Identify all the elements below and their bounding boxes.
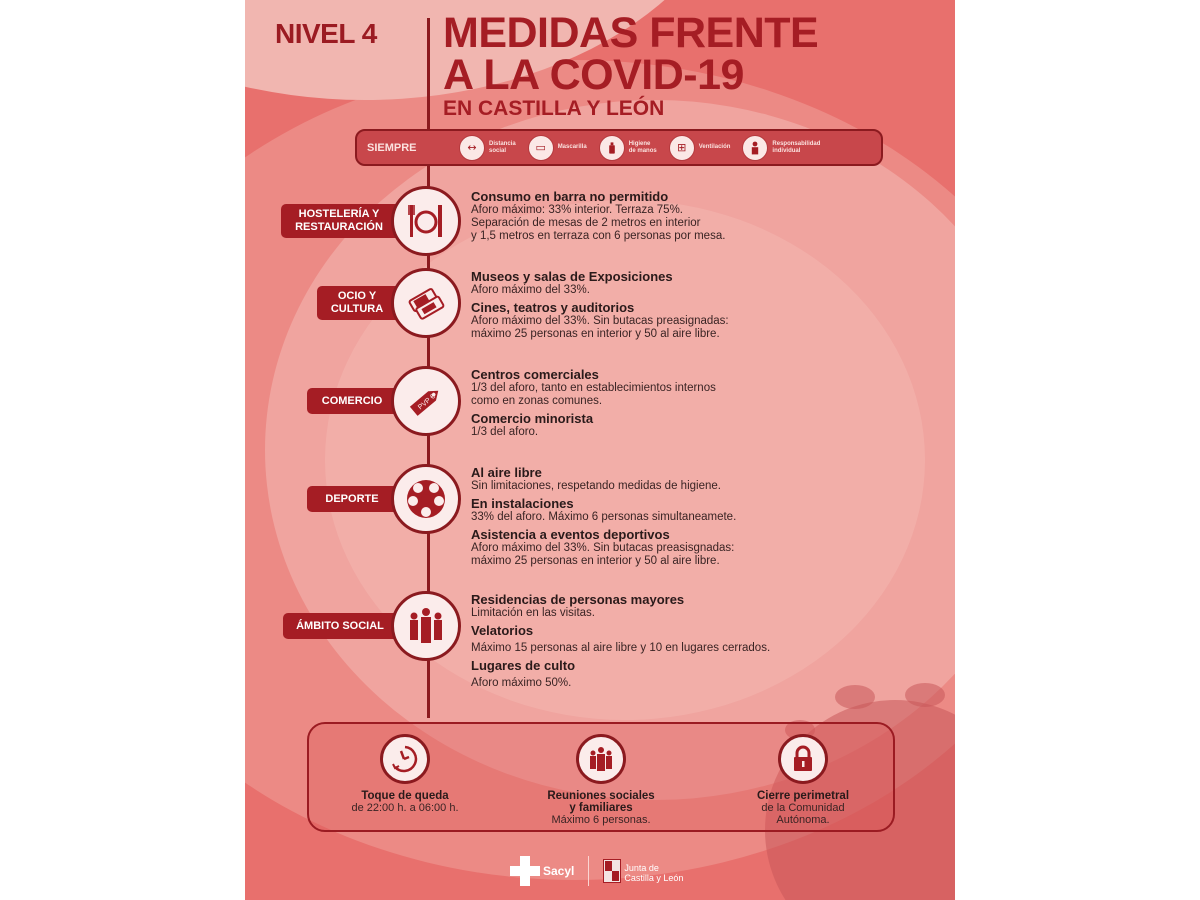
- infographic-poster: [245, 0, 955, 900]
- desc-line: máximo 25 personas en interior y 50 al aire libre.: [471, 328, 720, 340]
- responsibility-icon: [742, 135, 768, 161]
- category-tag: [307, 388, 397, 414]
- desc-line: Máximo 15 personas al aire libre y 10 en lugares cerrados.: [471, 642, 771, 654]
- desc-line: como en zonas comunes.: [471, 395, 603, 407]
- hand-hygiene-icon: [599, 135, 625, 161]
- item-description: [471, 204, 725, 243]
- category-label: CULTURA: [330, 303, 384, 315]
- item-description: [471, 284, 729, 297]
- always-item-distance: [459, 135, 516, 161]
- item-title: Comercio minorista: [471, 411, 594, 426]
- general-measures-box: [307, 722, 895, 832]
- level-label: NIVEL 4: [275, 18, 377, 49]
- logo-divider: [588, 856, 589, 886]
- footer-logos: [510, 856, 683, 886]
- clock-icon: [380, 734, 430, 784]
- sacyl-label: Sacyl: [543, 864, 575, 878]
- desc-line: Separación de mesas de 2 metros en interior: [471, 217, 701, 229]
- item-title: Residencias de personas mayores: [471, 592, 685, 607]
- item-description: [471, 677, 770, 690]
- item-title: En instalaciones: [471, 496, 574, 511]
- junta-label: Junta de: [624, 863, 659, 873]
- section-items: [471, 190, 725, 247]
- desc-line: Aforo máximo: 33% interior. Terraza 75%.: [471, 204, 683, 216]
- item-description: [471, 315, 729, 341]
- item-description: [471, 642, 770, 655]
- item-title: Velatorios: [471, 623, 534, 638]
- always-item-label: Distancia: [489, 140, 516, 147]
- item-title: Museos y salas de Exposiciones: [471, 269, 673, 284]
- item-description: [471, 511, 736, 524]
- always-item-mask: [528, 135, 587, 161]
- people-group-icon: [576, 734, 626, 784]
- svg-text:PVP €: PVP €: [417, 393, 437, 412]
- perimeter-closure-item: [713, 734, 893, 826]
- always-measures-bar: [355, 129, 883, 166]
- title-line: Reuniones sociales: [547, 790, 655, 802]
- sacyl-logo: [510, 856, 574, 886]
- item-title: Asistencia a eventos deportivos: [471, 527, 670, 542]
- category-tag: [307, 486, 397, 512]
- desc-line: 1/3 del aforo, tanto en establecimientos internos: [471, 382, 716, 394]
- gatherings-title: [511, 790, 691, 814]
- category-label: OCIO Y: [337, 290, 377, 302]
- section-items: [471, 593, 770, 694]
- category-tag: [281, 204, 397, 238]
- virus-spike: [905, 683, 945, 707]
- category-label: ÁMBITO SOCIAL: [296, 619, 384, 632]
- desc-line: Autónoma.: [776, 814, 830, 826]
- item-description: [471, 382, 716, 408]
- social-gatherings-item: [511, 734, 691, 826]
- soccer-ball-icon: [391, 464, 461, 534]
- item-title: Lugares de culto: [471, 658, 576, 673]
- tickets-icon: [391, 268, 461, 338]
- desc-line: Aforo máximo del 33%.: [471, 284, 590, 296]
- curfew-desc: de 22:00 h. a 06:00 h.: [351, 802, 459, 814]
- always-item-label: Responsabilidad: [772, 140, 821, 147]
- category-label: HOSTELERÍA Y: [298, 208, 380, 220]
- item-title: Cines, teatros y auditorios: [471, 300, 635, 315]
- title-line: y familiares: [569, 802, 633, 814]
- social-distance-icon: ↔: [459, 135, 485, 161]
- price-tag-icon: [391, 366, 461, 436]
- ventilation-icon: ⊞: [669, 135, 695, 161]
- desc-line: Limitación en las visitas.: [471, 607, 595, 619]
- padlock-icon: [778, 734, 828, 784]
- health-cross-icon: [510, 856, 540, 886]
- always-label: SIEMPRE: [367, 141, 417, 154]
- desc-line: 1/3 del aforo.: [471, 426, 539, 438]
- desc-line: Sin limitaciones, respetando medidas de higiene.: [471, 480, 721, 492]
- section-items: [471, 368, 716, 443]
- always-item-hygiene: [599, 135, 657, 161]
- item-title: Consumo en barra no permitido: [471, 189, 669, 204]
- desc-line: máximo 25 personas en interior y 50 al aire libre.: [471, 555, 720, 567]
- junta-label: Castilla y León: [624, 873, 684, 883]
- category-tag: [317, 286, 397, 320]
- gatherings-desc: Máximo 6 personas.: [551, 814, 651, 826]
- title-line-2: A LA COVID-19: [443, 51, 744, 99]
- desc-line: Aforo máximo 50%.: [471, 677, 572, 689]
- people-group-icon: [391, 591, 461, 661]
- curfew-item: [315, 734, 495, 814]
- desc-line: Aforo máximo del 33%. Sin butacas preasisgnadas:: [471, 542, 735, 554]
- title-line-1: MEDIDAS FRENTE: [443, 9, 819, 57]
- item-description: [471, 426, 716, 439]
- virus-spike: [835, 685, 875, 709]
- section-items: [471, 466, 736, 572]
- item-description: [471, 480, 736, 493]
- category-label: COMERCIO: [321, 394, 383, 407]
- category-label: RESTAURACIÓN: [295, 221, 383, 233]
- perimeter-desc: [713, 802, 893, 826]
- desc-line: de la Comunidad: [761, 802, 845, 814]
- category-label: DEPORTE: [325, 492, 379, 505]
- desc-line: 33% del aforo. Máximo 6 personas simultaneamete.: [471, 511, 737, 523]
- section-items: [471, 270, 729, 345]
- category-tag: [283, 613, 397, 639]
- desc-line: Aforo máximo del 33%. Sin butacas preasignadas:: [471, 315, 729, 327]
- always-item-label: de manos: [628, 147, 657, 154]
- dining-icon: [391, 186, 461, 256]
- always-item-ventilation: [669, 135, 731, 161]
- mask-icon: ▭: [528, 135, 554, 161]
- always-item-label: individual: [772, 147, 801, 154]
- coat-of-arms-icon: [603, 859, 621, 883]
- always-item-label: Higiene: [628, 140, 651, 147]
- item-title: Al aire libre: [471, 465, 542, 480]
- desc-line: y 1,5 metros en terraza con 6 personas por mesa.: [471, 230, 726, 242]
- always-item-responsibility: [742, 135, 820, 161]
- curfew-title: Toque de queda: [361, 790, 449, 802]
- always-item-label: social: [489, 147, 507, 154]
- junta-logo: [603, 859, 683, 883]
- item-title: Centros comerciales: [471, 367, 599, 382]
- item-description: [471, 542, 736, 568]
- perimeter-title: Cierre perimetral: [756, 790, 850, 802]
- title-subtitle: EN CASTILLA Y LEÓN: [443, 97, 665, 120]
- item-description: [471, 607, 770, 620]
- page-title: [443, 9, 819, 120]
- always-item-label: Ventilación: [698, 144, 731, 150]
- always-item-label: Mascarilla: [557, 144, 587, 150]
